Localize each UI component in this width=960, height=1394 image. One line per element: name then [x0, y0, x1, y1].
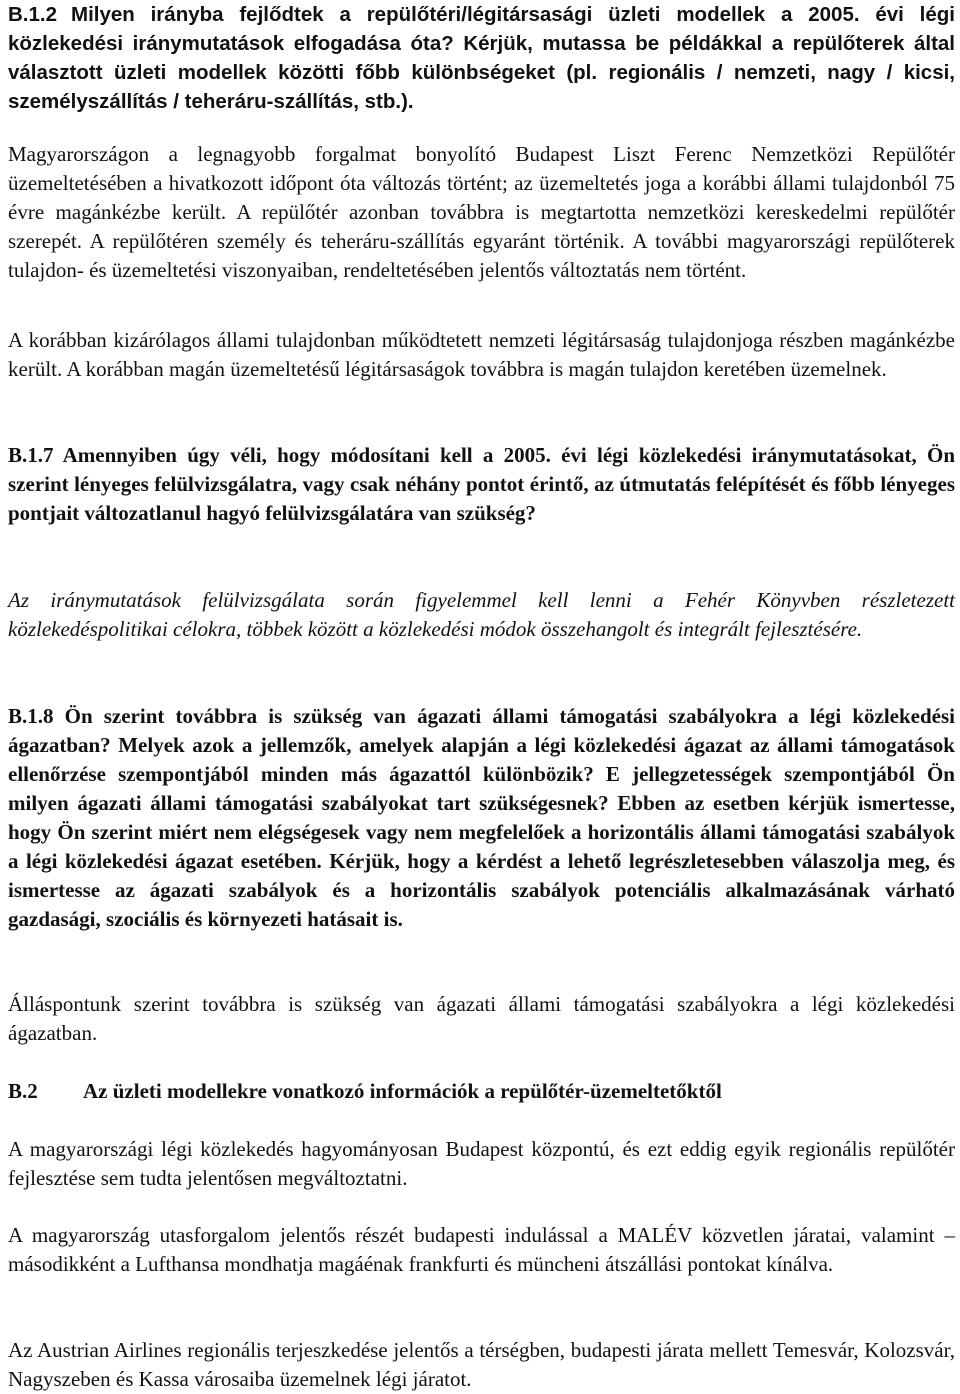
answer-b1-7: Az iránymutatások felülvizsgálata során figyelemmel kell lenni a Fehér Könyvben részletezett közlekedéspolitikai célokra, többek között a közlekedési módok összehangolt és integrált fejlesztésére.: [8, 588, 955, 641]
answer-b1-2-paragraph-1: Magyarországon a legnagyobb forgalmat bonyolító Budapest Liszt Ferenc Nemzetközi Repülőtér üzemeltetésében a hivatkozott időpont óta változás történt; az üzemeltetés joga a korábbi állami tulajdonból 75 évre magánkézbe került. A repülőtér azonban továbbra is megtartotta nemzetközi kereskedelmi repülőtér szerepét. A repülőtéren személy és teheráru-szállítás egyaránt történik. A további magyarországi repülőterek tulajdon- és üzemeltetési viszonyaiban, rendeltetésében jelentős változtatás nem történt.: [8, 142, 955, 282]
answer-b1-8: Álláspontunk szerint továbbra is szükség van ágazati állami támogatási szabályokra a légi közlekedési ágazatban.: [8, 992, 955, 1045]
question-b1-2: [8, 0, 955, 116]
section-b2-heading: [8, 1077, 955, 1106]
question-b1-2-text: Milyen irányba fejlődtek a repülőtéri/légitársasági üzleti modellek a 2005. évi légi közlekedési iránymutatások elfogadása óta? Kérjük, mutassa be példákkal a repülőterek által választott üzleti modellek közötti főbb különbségeket (pl. regionális / nemzeti, nagy / kicsi, személyszállítás / teheráru-szállítás, stb.).: [8, 3, 955, 113]
section-b2-paragraph-2: A magyarország utasforgalom jelentős részét budapesti indulással a MALÉV közvetlen járatai, valamint – másodikként a Lufthansa mondhatja magáénak frankfurti és müncheni átszállási pontokat kínálva.: [8, 1223, 955, 1276]
section-b2-number: B.2: [8, 1079, 38, 1103]
section-b2-paragraph-1: A magyarországi légi közlekedés hagyományosan Budapest központú, és ezt eddig egyik regionális repülőtér fejlesztése sem tudta jelentősen megváltoztatni.: [8, 1137, 955, 1190]
question-b1-7: B.1.7 Amennyiben úgy véli, hogy módosítani kell a 2005. évi légi közlekedési iránymutatásokat, Ön szerint lényeges felülvizsgálatra, vagy csak néhány pontot érintő, az útmutatás felépítését és főbb lényeges pontjait változatlanul hagyó felülvizsgálatára van szükség?: [8, 443, 955, 525]
question-b1-8: B.1.8 Ön szerint továbbra is szükség van ágazati állami támogatási szabályokra a légi közlekedési ágazatban? Melyek azok a jellemzők, amelyek alapján a légi közlekedési ágazat az állami támogatások ellenőrzése szempontjából minden más ágazattól különbözik? E jellegzetességek szempontjából Ön milyen ágazati állami támogatási szabályokat tart szükségesnek? Ebben az esetben kérjük ismertesse, hogy Ön szerint miért nem elégségesek vagy nem megfelelőek a horizontális állami támogatási szabályok a légi közlekedési ágazat esetében. Kérjük, hogy a kérdést a lehető legrészletesebben válaszolja meg, és ismertesse az ágazati szabályok és a horizontális szabályok potenciális alkalmazásának várható gazdasági, szociális és környezeti hatásait is.: [8, 704, 955, 931]
answer-b1-2-paragraph-2: A korábban kizárólagos állami tulajdonban működtetett nemzeti légitársaság tulajdonjoga részben magánkézbe került. A korábban magán üzemeltetésű légitársaságok továbbra is magán tulajdon keretében üzemelnek.: [8, 328, 955, 381]
section-b2-paragraph-3: Az Austrian Airlines regionális terjeszkedése jelentős a térségben, budapesti járata mellett Temesvár, Kolozsvár, Nagyszeben és Kassa városaiba üzemelnek légi járatot.: [8, 1338, 955, 1391]
section-b2-title: Az üzleti modellekre vonatkozó információk a repülőtér-üzemeltetőktől: [83, 1079, 722, 1103]
question-b1-2-number: B.1.2: [8, 3, 57, 26]
